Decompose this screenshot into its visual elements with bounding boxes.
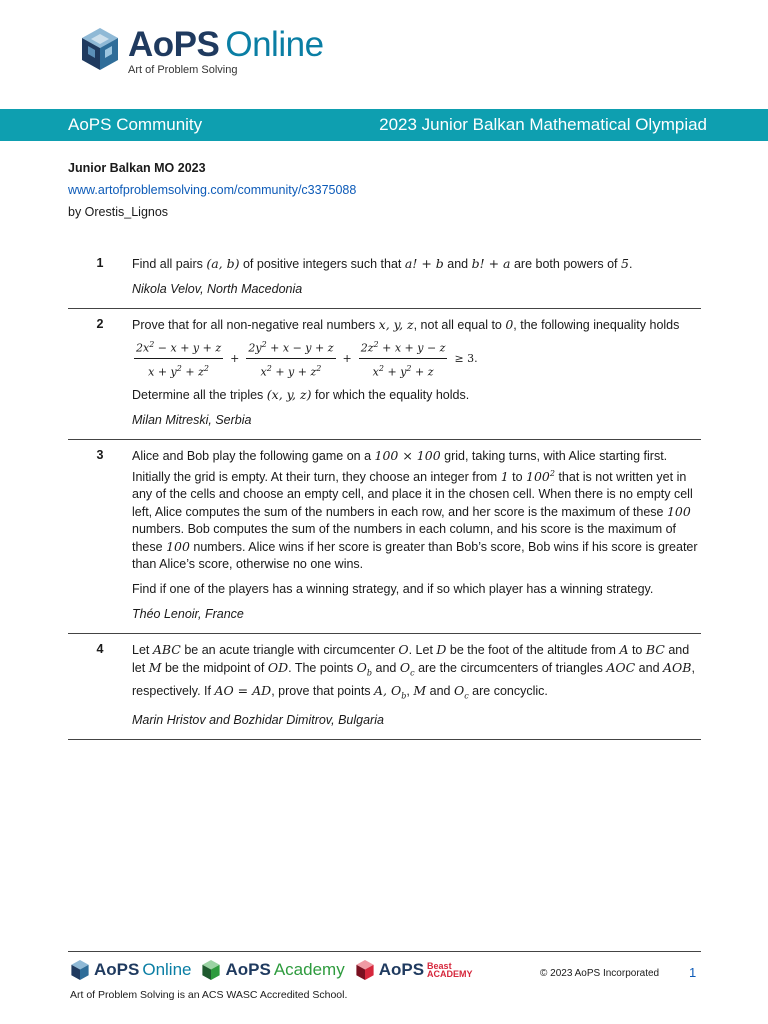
community-link[interactable]: www.artofproblemsolving.com/community/c3375088 [68,183,357,197]
beast-cube-icon [355,959,375,981]
accreditation-note: Art of Problem Solving is an ACS WASC Accredited School. [70,989,348,1001]
problem-number: 2 [96,317,104,331]
brand-name: AoPS Online [128,25,324,64]
problem-number: 4 [96,642,104,657]
banner-community: AoPS Community [68,115,203,134]
footer-aops-academy-logo[interactable]: AoPS Academy [201,959,344,981]
problem-author: Marin Hristov and Bozhidar Dimitrov, Bulgaria [132,713,384,728]
footer-beast-academy-logo[interactable]: AoPS Beast ACADEMY [355,959,473,981]
problem-author: Milan Mitreski, Serbia [132,413,252,428]
document-meta [68,157,356,223]
problem-1 [68,248,701,309]
problem-3 [68,440,701,634]
author-credit: by Orestis_Lignos [68,205,169,219]
problem-number: 3 [96,448,104,463]
page-number: 1 [689,965,697,980]
problem-statement: Alice and Bob play the following game on a 100 × 100 grid, taking turns, with Alice starting first. Initially the grid is empty. At their turn, they choose an integer from 1 to $100^2$ that is not written yet in any of the cells and choose an empty cell, and place it in the chosen cell. When there is no empty cell left, Alice computes the sum of the numbers in each row, and her score is the maximum of these 100 numbers. Bob computes the sum of the numbers in each column, and his score is the maximum of these 100 numbers. Alice wins if her score is greater than Bob’s score, Bob wins if his score is greater than Alice’s score, otherwise no one wins. [132,448,698,572]
aops-online-logo[interactable] [80,26,324,76]
inequality-formula: $\frac{2x^2 - x + y + z}{x + y^2 + z^2}$ + $\frac{2y^2 + x - y + z}{x^2 + y + z^2}$ + $\frac{2z^2 + x + y - z}{x^2 + y^2 + z}$ ≥ 3. [132,336,701,380]
problem-statement: Let ABC be an acute triangle with circumcenter O. Let D be the foot of the altitude from A to BC and let M be the midpoint of OD. The points $O_b$ and $O_c$ are the circumcenters of triangles AOC and AOB, respectively. If AO = AD, prove that points A, $O_b$, M and $O_c$ are concyclic. [132,642,695,701]
problem-author: Nikola Velov, North Macedonia [132,282,303,296]
copyright: © 2023 AoPS Incorporated [540,968,660,979]
problem-question: Find if one of the players has a winning strategy, and if so which player has a winning strategy. [132,582,654,597]
footer-divider [68,951,701,952]
problem-4 [68,634,701,740]
header-banner [0,109,768,141]
banner-contest-title: 2023 Junior Balkan Mathematical Olympiad [379,115,707,134]
document-title: Junior Balkan MO 2023 [68,161,206,175]
problem-statement: Find all pairs (a, b) of positive integers such that a! + b and b! + a are both powers of 5. [132,256,633,271]
aops-cube-icon [80,26,120,72]
problem-author: Théo Lenoir, France [132,607,244,622]
aops-cube-icon [70,959,90,981]
problem-2 [68,309,701,440]
problem-statement: Prove that for all non-negative real numbers x, y, z, not all equal to 0, the following inequality holds [132,317,680,332]
problem-question: Determine all the triples (x, y, z) for which the equality holds. [132,387,470,403]
footer-aops-online-logo[interactable]: AoPS Online [70,959,191,981]
academy-cube-icon [201,959,221,981]
footer-logos [70,959,483,981]
problem-number: 1 [96,256,104,270]
brand-tagline: Art of Problem Solving [128,64,238,76]
problem-list [68,248,701,740]
